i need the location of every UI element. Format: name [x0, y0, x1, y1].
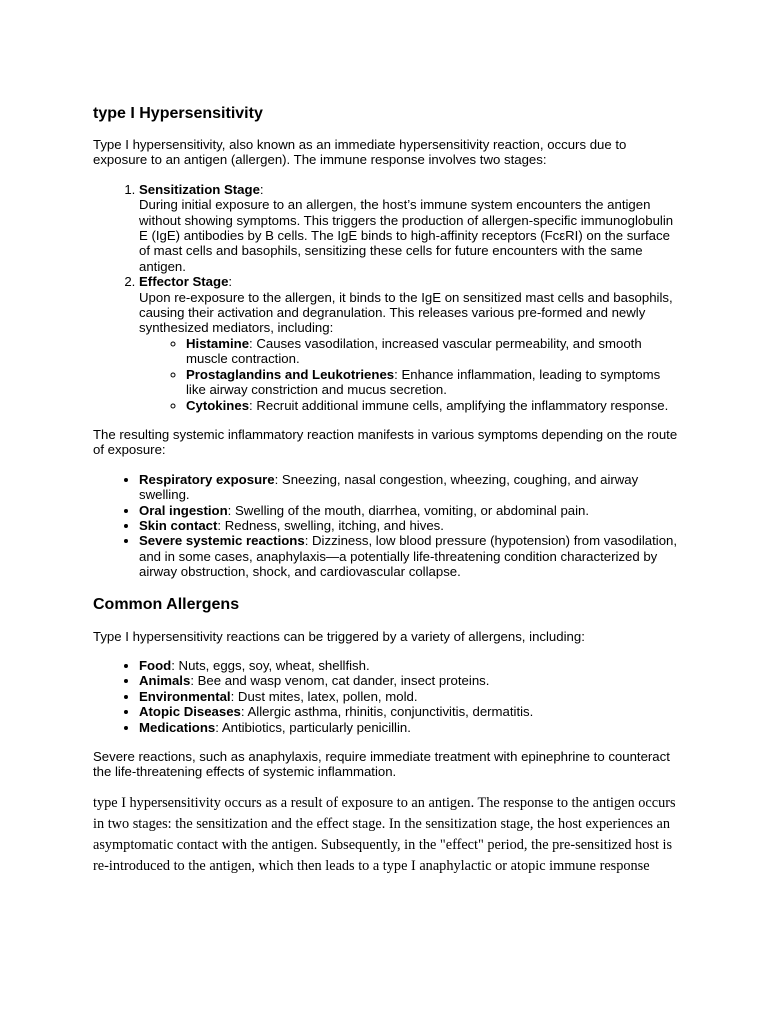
symptom-item — [139, 518, 683, 533]
allergen-item — [139, 720, 683, 735]
stage-item-effector: 2. Effector Stage: Upon re-exposure to the allergen, it binds to the IgE on sensitized mast cells and basophils, causing their activation and degranulation. This releases various pre-formed and newly synthesized mediators, including: ◦ Histamine: Causes vasodilation, increased vascular permeability, and smooth muscle contraction. ◦ Prostaglandins and Leukotrienes: Enhance inflammation, leading to symptoms like airway constriction and mucus secretion. ◦ Cytokines: Recruit additional immune cells, amplifying the inflammatory response. — [139, 274, 683, 413]
allergen-text: : Allergic asthma, rhinitis, conjunctivitis, dermatitis. — [240, 704, 534, 720]
symptom-text: : Redness, swelling, itching, and hives. — [217, 517, 444, 533]
symptom-name: Oral ingestion — [139, 502, 228, 518]
summary-paragraph: type I hypersensitivity occurs as a result of exposure to an antigen. The response to the antigen occurs in two stages: the sensitization and the effect stage. In the sensitization stage, the host experiences an asymptomatic contact with the antigen. Subsequently, in the "effect" period, the pre-sensitized host is re-introduced to the antigen, which then leads to a type I anaphylactic or atopic immune response — [93, 794, 676, 874]
allergens-list — [93, 658, 683, 735]
allergen-name: Environmental — [139, 688, 231, 704]
stage-text: During initial exposure to an allergen, the host’s immune system encounters the antigen without showing symptoms. This triggers the production of allergen-specific immunoglobulin E (IgE) antibodies by B cells. The IgE binds to high-affinity receptors (FcεRI) on the surface of mast cells and basophils, sensitizing these cells for future encounters with the same antigen. — [139, 197, 674, 274]
symptom-text: : Dizziness, low blood pressure (hypotension) from vasodilation, and in some cases, anaphylaxis—a potentially life-threatening condition characterized by airway obstruction, shock, and cardiovascular collapse. — [139, 533, 678, 580]
symptom-text: : Sneezing, nasal congestion, wheezing, coughing, and airway swelling. — [139, 471, 639, 503]
page-title: type I Hypersensitivity — [93, 105, 263, 122]
allergens-intro: Type I hypersensitivity reactions can be triggered by a variety of allergens, including: — [93, 628, 585, 644]
mediator-name: Prostaglandins and Leukotrienes — [186, 366, 395, 382]
allergen-name: Food — [139, 657, 172, 673]
symptom-name: Skin contact — [139, 517, 218, 533]
stage-name: Effector Stage — [139, 274, 229, 290]
allergen-item — [139, 689, 683, 704]
allergen-text: : Nuts, eggs, soy, wheat, shellfish. — [171, 657, 370, 673]
mediator-text: : Enhance inflammation, leading to symptoms like airway constriction and mucus secretion. — [186, 366, 661, 398]
symptom-item — [139, 533, 683, 579]
allergen-name: Atopic Diseases — [139, 704, 241, 720]
stage-text: Upon re-exposure to the allergen, it binds to the IgE on sensitized mast cells and basophils, causing their activation and degranulation. This releases various pre-formed and newly synthesized mediators, including: — [139, 289, 673, 336]
mediator-item — [186, 398, 683, 413]
allergen-text: : Dust mites, latex, pollen, mold. — [230, 688, 418, 704]
mediator-text: : Recruit additional immune cells, amplifying the inflammatory response. — [249, 397, 669, 413]
allergen-text: : Bee and wasp venom, cat dander, insect proteins. — [190, 673, 490, 689]
mediator-text: : Causes vasodilation, increased vascular permeability, and smooth muscle contraction. — [186, 335, 642, 367]
symptom-item — [139, 472, 683, 503]
allergen-item — [139, 658, 683, 673]
mediator-name: Cytokines — [186, 397, 250, 413]
allergen-name: Medications — [139, 719, 216, 735]
symptoms-list — [93, 472, 683, 580]
mediator-item — [186, 367, 683, 398]
allergen-text: : Antibiotics, particularly penicillin. — [215, 719, 411, 735]
symptom-name: Severe systemic reactions — [139, 533, 305, 549]
allergen-name: Animals — [139, 673, 191, 689]
allergen-item — [139, 704, 683, 719]
stage-name: Sensitization Stage — [139, 181, 260, 197]
symptom-item — [139, 503, 683, 518]
symptom-name: Respiratory exposure — [139, 471, 275, 487]
allergens-heading: Common Allergens — [93, 595, 240, 613]
document-content — [93, 103, 683, 877]
mediators-list — [139, 336, 683, 413]
symptoms-intro: The resulting systemic inflammatory reaction manifests in various symptoms depending on the route of exposure: — [93, 426, 678, 458]
mediator-name: Histamine — [186, 335, 250, 351]
symptom-text: : Swelling of the mouth, diarrhea, vomiting, or abdominal pain. — [227, 502, 590, 518]
treatment-paragraph: Severe reactions, such as anaphylaxis, require immediate treatment with epinephrine to counteract the life-threatening effects of systemic inflammation. — [93, 749, 670, 780]
stage-item-sensitization: 1. Sensitization Stage: During initial exposure to an allergen, the host’s immune system encounters the antigen without showing symptoms. This triggers the production of allergen-specific immunoglobulin E (IgE) antibodies by B cells. The IgE binds to high-affinity receptors (FcεRI) on the surface of mast cells and basophils, sensitizing these cells for future encounters with the same antigen. — [139, 182, 683, 274]
intro-paragraph: Type I hypersensitivity, also known as an immediate hypersensitivity reaction, occurs due to exposure to an antigen (allergen). The immune response involves two stages: — [93, 137, 627, 168]
mediator-item — [186, 336, 683, 367]
stages-list — [93, 182, 683, 413]
allergen-item — [139, 673, 683, 688]
